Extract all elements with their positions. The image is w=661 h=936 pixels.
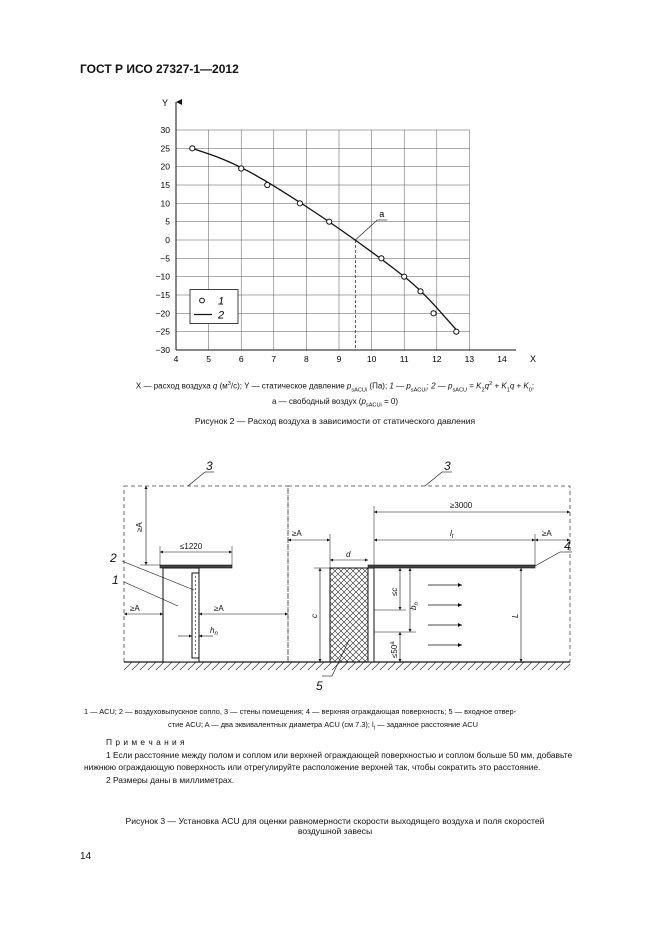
figure3-legend-line2: стие ACU; A — два эквивалентных диаметра ACU (см 7.3); $l_t$ — заданное расстояние ACU bbox=[168, 720, 478, 732]
x-tick-label: 7 bbox=[271, 354, 277, 364]
data-point bbox=[418, 289, 423, 294]
y-axis-label: Y bbox=[162, 98, 169, 108]
y-tick-label: −30 bbox=[155, 345, 170, 355]
free-air-leader bbox=[355, 220, 377, 240]
figure3-legend bbox=[84, 705, 584, 735]
x-tick-label: 8 bbox=[304, 354, 309, 364]
x-tick-label: 10 bbox=[366, 354, 377, 364]
page-number: 14 bbox=[80, 851, 92, 862]
figure3-title bbox=[60, 816, 610, 836]
dim-ge-a-left-top: ≥A bbox=[135, 522, 144, 532]
figure3-notes bbox=[84, 736, 604, 786]
free-air-label: a bbox=[379, 209, 385, 219]
x-tick-label: 12 bbox=[432, 354, 442, 364]
dim-bn: $b_n$ bbox=[409, 602, 420, 610]
dim-lt: $l_t$ bbox=[450, 529, 454, 540]
dim-hn-left: $h_n$ bbox=[210, 626, 218, 637]
label-3-left: 3 bbox=[206, 460, 213, 473]
label-3-right: 3 bbox=[444, 460, 451, 473]
data-point bbox=[454, 329, 459, 334]
dim-ge-a-right-mid: ≥A bbox=[214, 604, 224, 613]
label-4: 4 bbox=[564, 539, 571, 553]
airflow-arrows bbox=[428, 585, 462, 645]
figure2-caption-line2: а — свободный воздух $(p_{sACUi} = 0)$ bbox=[272, 397, 398, 409]
y-tick-label: −15 bbox=[155, 290, 170, 300]
y-tick-label: 25 bbox=[160, 143, 170, 154]
dim-c: c bbox=[310, 614, 319, 618]
chart-figure-2 bbox=[140, 92, 560, 372]
data-point bbox=[265, 182, 270, 187]
label-1: 1 bbox=[112, 573, 119, 587]
y-tick-label: 30 bbox=[160, 125, 170, 135]
x-tick-label: 11 bbox=[399, 354, 409, 364]
y-tick-label: 15 bbox=[160, 180, 170, 190]
data-point bbox=[297, 201, 302, 206]
figure3-legend-line1: 1 — ACU; 2 — воздуховыпускное сопло, 3 — стены помещения; 4 — верхняя ограждающая поверхность; 5 — входное отвер- bbox=[84, 707, 517, 716]
floor-right bbox=[288, 662, 570, 670]
x-tick-label: 6 bbox=[238, 354, 244, 364]
dim-le-1220: ≤1220 bbox=[180, 542, 203, 551]
label-2: 2 bbox=[110, 551, 117, 565]
data-point bbox=[379, 256, 384, 261]
dim-d: d bbox=[346, 550, 351, 559]
data-point bbox=[190, 146, 195, 151]
figure2-caption bbox=[70, 378, 600, 412]
y-tick-label: 5 bbox=[165, 216, 170, 227]
legend-marker-1 bbox=[200, 298, 205, 303]
figure3-drawing bbox=[110, 460, 590, 700]
legend-label-2: 2 bbox=[218, 309, 225, 322]
acu-inlet-right bbox=[330, 568, 368, 662]
y-tick-label: −5 bbox=[160, 253, 170, 264]
legend-label-1: 1 bbox=[218, 295, 225, 308]
dim-ge-a-right-top: ≥A bbox=[292, 529, 302, 538]
room-walls-left bbox=[124, 486, 288, 662]
y-tick-label: 10 bbox=[160, 198, 170, 209]
data-point bbox=[239, 166, 244, 171]
floor-left bbox=[124, 662, 288, 670]
y-tick-label: 0 bbox=[165, 235, 170, 245]
x-axis-label: X bbox=[530, 354, 537, 364]
x-tick-label: 14 bbox=[497, 354, 507, 364]
x-tick-label: 5 bbox=[206, 354, 211, 364]
figure3-right-view bbox=[288, 472, 572, 676]
y-tick-label: 20 bbox=[160, 161, 170, 172]
figure3-title-line1: Рисунок 3 — Установка ACU для оценки равномерности скорости выходящего воздуха и поля скоростей bbox=[125, 816, 545, 826]
upper-surface bbox=[368, 565, 535, 568]
dim-ge-a-far: ≥A bbox=[542, 529, 552, 538]
x-tick-label: 9 bbox=[336, 354, 342, 364]
y-tick-label: −20 bbox=[155, 308, 170, 319]
data-point bbox=[402, 274, 407, 279]
figure2-caption-line1: X — расход воздуха q $(м^3/с)$; Y — статическое давление $p_{sACUi}$ (Па); 1 — $p_{sACUi}$; 2 — $p_{sACU} = K_2q^2 + K_1q + K_0$; bbox=[135, 381, 535, 394]
figure2-title: Рисунок 2 — Расход воздуха в зависимости от статического давления bbox=[194, 416, 476, 426]
data-point bbox=[431, 311, 436, 316]
figure3-title-line2: воздушной завесы bbox=[297, 826, 373, 836]
legend-box bbox=[190, 290, 238, 324]
dim-ge-3000: ≥3000 bbox=[450, 501, 473, 510]
figure3-left-view bbox=[122, 472, 288, 670]
notes-title: П р и м е ч а н и я bbox=[106, 737, 186, 747]
note-1: 1 Если расстояние между полом и соплом или верхней ограждающей поверхностью и соплом больше 50 мм, добавьте нижнюю ограждающую поверхность или отрегулируйте расположение верхней так, чтобы сократить это расстояние. bbox=[84, 749, 573, 772]
dim-le-c: ≤c bbox=[390, 587, 399, 596]
dim-l: L bbox=[511, 613, 520, 618]
y-tick-label: −25 bbox=[155, 326, 170, 337]
dim-le-50: $\le 50^a$ bbox=[390, 641, 399, 658]
data-point bbox=[327, 219, 332, 224]
dim-ge-a-left-mid: ≥A bbox=[130, 604, 140, 613]
label-5: 5 bbox=[316, 679, 323, 693]
x-tick-label: 4 bbox=[173, 354, 179, 364]
y-tick-label: −10 bbox=[155, 271, 170, 282]
note-2: 2 Размеры даны в миллиметрах. bbox=[106, 774, 235, 785]
x-tick-label: 13 bbox=[464, 354, 475, 364]
document-header: ГОСТ Р ИСО 27327-1—2012 bbox=[80, 62, 239, 76]
